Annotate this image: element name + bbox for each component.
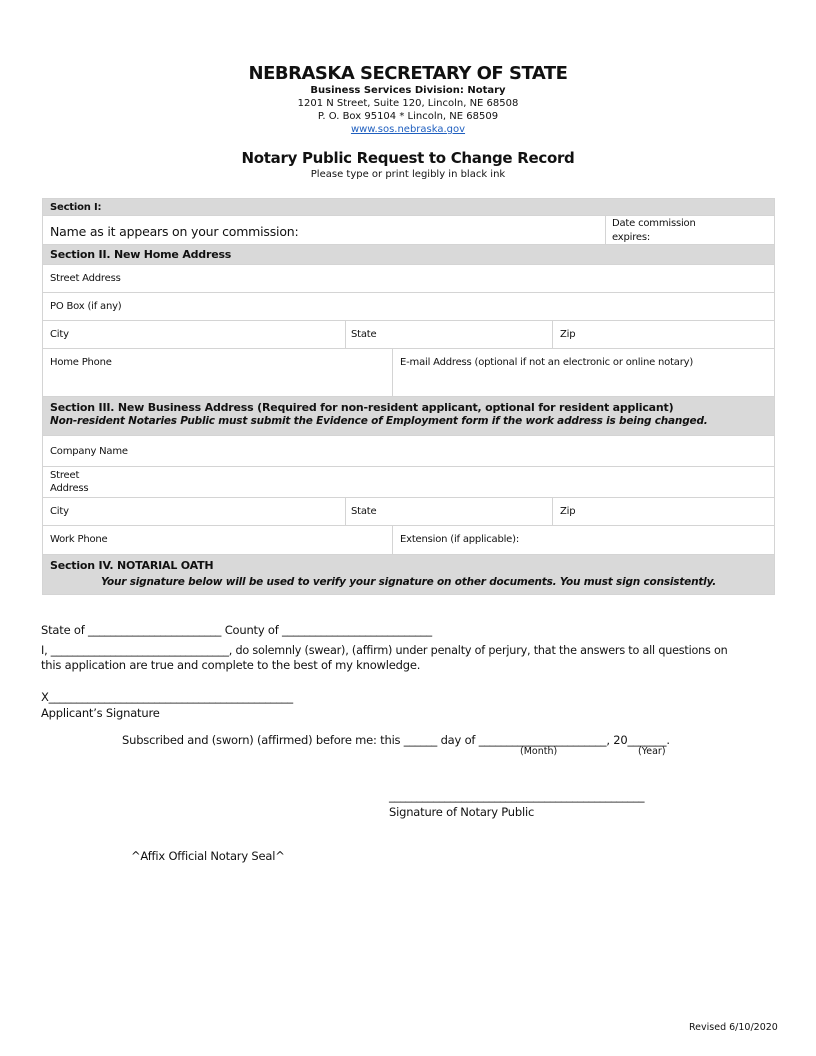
year-label: (Year) bbox=[638, 746, 666, 757]
oath-line-2: this application are true and complete to the best of my knowledge. bbox=[41, 658, 421, 672]
section-2-title: Section II. New Home Address bbox=[50, 248, 232, 261]
website-link[interactable]: www.sos.nebraska.gov bbox=[350, 124, 466, 135]
home-city-state-zip-row bbox=[42, 321, 775, 349]
section-3-header bbox=[42, 397, 775, 436]
email-field[interactable] bbox=[392, 349, 774, 396]
home-state-field[interactable] bbox=[345, 321, 553, 348]
section-1-header bbox=[42, 198, 775, 216]
home-street-field[interactable] bbox=[42, 265, 775, 293]
section-4-title: Section IV. NOTARIAL OATH bbox=[50, 559, 214, 572]
business-street-field[interactable] bbox=[42, 467, 775, 498]
section-1-title: Section I: bbox=[50, 202, 102, 213]
label: Street Address bbox=[50, 273, 121, 284]
label: Zip bbox=[560, 506, 576, 517]
section-3-title: Section III. New Business Address (Required for non-resident applicant, optional for resident applicant) bbox=[50, 401, 674, 414]
agency-title: NEBRASKA SECRETARY OF STATE bbox=[248, 63, 568, 84]
home-zip-field[interactable] bbox=[552, 321, 774, 348]
section-4-header bbox=[42, 555, 775, 595]
form-title: Notary Public Request to Change Record bbox=[241, 149, 575, 167]
applicant-signature-line[interactable]: X____________________________________________ bbox=[41, 690, 293, 704]
label: Street bbox=[50, 470, 80, 481]
company-name-field[interactable] bbox=[42, 436, 775, 467]
label: State bbox=[351, 329, 377, 340]
work-phone-row bbox=[42, 526, 775, 555]
state-county-line[interactable]: State of ________________________ County of ___________________________ bbox=[41, 623, 432, 637]
date-label-2: expires: bbox=[612, 232, 651, 243]
section-3-note: Non-resident Notaries Public must submit the Evidence of Employment form if the work address is being changed. bbox=[50, 415, 708, 427]
home-city-field[interactable]: City bbox=[50, 329, 69, 340]
address-2: P. O. Box 95104 * Lincoln, NE 68509 bbox=[317, 111, 499, 122]
home-phone-email-row bbox=[42, 349, 775, 397]
label: Company Name bbox=[50, 446, 128, 457]
oath-line-1[interactable]: I, _________________________________, do solemnly (swear), (affirm) under penalty of perjury, that the answers to all questions on bbox=[41, 644, 728, 657]
label: PO Box (if any) bbox=[50, 301, 122, 312]
notary-seal-area: ^Affix Official Notary Seal^ bbox=[131, 849, 285, 863]
name-row bbox=[42, 216, 775, 245]
date-label-1: Date commission bbox=[612, 218, 696, 229]
month-label: (Month) bbox=[520, 746, 558, 757]
revised-date: Revised 6/10/2020 bbox=[689, 1022, 778, 1033]
extension-field[interactable] bbox=[392, 526, 774, 554]
label: Address bbox=[50, 483, 89, 494]
label: Zip bbox=[560, 329, 576, 340]
business-zip-field[interactable] bbox=[552, 498, 774, 525]
notary-signature-line[interactable]: ______________________________________________ bbox=[389, 789, 645, 803]
po-box-field[interactable] bbox=[42, 293, 775, 321]
label: Extension (if applicable): bbox=[400, 534, 520, 545]
home-phone-field[interactable]: Home Phone bbox=[50, 357, 112, 368]
label: E-mail Address (optional if not an electronic or online notary) bbox=[400, 357, 694, 368]
notary-signature-label: Signature of Notary Public bbox=[389, 805, 535, 819]
address-1: 1201 N Street, Suite 120, Lincoln, NE 68508 bbox=[297, 98, 519, 109]
business-city-state-zip-row bbox=[42, 498, 775, 526]
label: State bbox=[351, 506, 377, 517]
division: Business Services Division: Notary bbox=[310, 85, 506, 96]
section-4-note: Your signature below will be used to verify your signature on other documents. You must sign consistently. bbox=[100, 576, 717, 588]
business-city-field[interactable]: City bbox=[50, 506, 69, 517]
name-field[interactable]: Name as it appears on your commission: bbox=[50, 224, 299, 239]
instructions: Please type or print legibly in black ink bbox=[310, 169, 506, 180]
business-state-field[interactable] bbox=[345, 498, 553, 525]
work-phone-field[interactable]: Work Phone bbox=[50, 534, 108, 545]
date-expires-field[interactable] bbox=[605, 216, 774, 244]
subscribed-line[interactable]: Subscribed and (sworn) (affirmed) before me: this ______ day of _______________________, 20_______. bbox=[122, 733, 670, 747]
section-2-header bbox=[42, 245, 775, 265]
applicant-signature-label: Applicant’s Signature bbox=[41, 706, 160, 720]
